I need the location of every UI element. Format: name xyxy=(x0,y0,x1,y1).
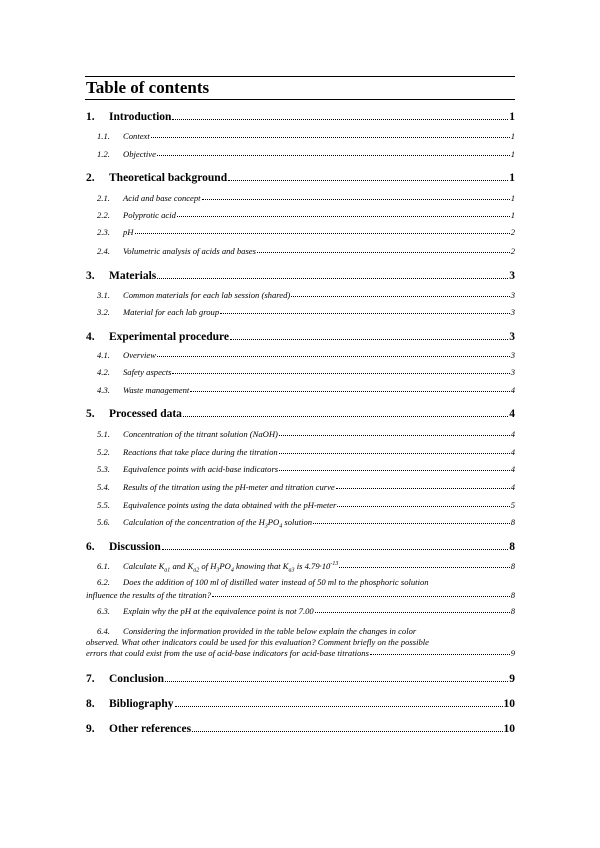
page-number: 8 xyxy=(510,517,515,527)
page-number: 9 xyxy=(510,648,515,658)
dot-leader xyxy=(336,488,510,489)
item-number: 2.1. xyxy=(97,193,110,203)
dot-leader xyxy=(370,654,510,655)
item-title: Equivalence points using the data obtained with the pH-meter xyxy=(123,500,337,510)
dot-leader xyxy=(337,506,509,507)
page-number: 1 xyxy=(510,149,515,159)
toc-item-6-1[interactable] xyxy=(86,561,515,574)
section-number: 3. xyxy=(86,270,95,282)
item-title: Equivalence points with acid-base indicators xyxy=(123,464,279,474)
dot-leader xyxy=(279,470,510,471)
section-title: Theoretical background xyxy=(109,172,228,184)
item-title: Concentration of the titrant solution (NaOH) xyxy=(123,429,278,439)
dot-leader xyxy=(339,567,509,568)
item-number: 3.2. xyxy=(97,307,110,317)
toc-section-2[interactable] xyxy=(86,172,515,184)
dot-leader xyxy=(230,339,508,340)
dot-leader xyxy=(279,435,510,436)
item-title: Calculation of the concentration of the $H_3PO_4$ solution xyxy=(123,517,313,530)
dot-leader xyxy=(291,296,509,297)
page-number: 8 xyxy=(510,561,515,571)
toc-item-6-3[interactable] xyxy=(86,606,515,616)
toc-section-1[interactable] xyxy=(86,111,515,123)
section-title: Materials xyxy=(109,270,157,282)
page-number: 8 xyxy=(509,541,515,553)
toc-item-2-2[interactable] xyxy=(86,210,515,220)
dot-leader xyxy=(175,706,503,707)
page-number: 4 xyxy=(510,385,515,395)
page-number: 1 xyxy=(509,111,515,123)
dot-leader xyxy=(190,391,509,392)
toc-item-2-1[interactable] xyxy=(86,193,515,203)
page-number: 9 xyxy=(509,673,515,685)
dot-leader xyxy=(135,233,510,234)
item-title-line2: influence the results of the titration? xyxy=(86,590,211,600)
toc-item-2-4[interactable] xyxy=(86,246,515,256)
dot-leader xyxy=(183,416,508,417)
section-title: Conclusion xyxy=(109,673,164,685)
item-number: 6.1. xyxy=(97,561,110,571)
toc-section-6[interactable] xyxy=(86,541,515,553)
item-title-line1: Does the addition of 100 ml of distilled water instead of 50 ml to the phosphoric solution xyxy=(123,577,429,587)
item-number: 1.2. xyxy=(97,149,110,159)
page-number: 3 xyxy=(509,270,515,282)
toc-item-4-2[interactable] xyxy=(86,367,515,377)
dot-leader xyxy=(177,216,510,217)
toc-section-5[interactable] xyxy=(86,408,515,420)
page-title: Table of contents xyxy=(86,78,210,97)
toc-section-7[interactable] xyxy=(86,673,515,685)
page-number: 4 xyxy=(510,429,515,439)
dot-leader xyxy=(192,731,502,732)
toc-item-3-1[interactable] xyxy=(86,290,515,300)
page-number: 2 xyxy=(510,227,515,237)
item-title-line1: Considering the information provided in the table below explain the changes in color xyxy=(123,626,417,636)
toc-item-5-5[interactable] xyxy=(86,500,515,510)
title-bottom-rule xyxy=(85,99,515,100)
item-title: Calculate $K_{a1}$ and $K_{a2}$ of $H_3PO_4$ knowing that $K_{a3}$ is $4.79\cdot 10^{-13}$ xyxy=(123,561,339,574)
item-title-line3: errors that could exist from the use of acid-base indicators for acid-base titrations xyxy=(86,648,369,658)
dot-leader xyxy=(165,681,508,682)
item-title: Acid and base concept xyxy=(123,193,201,203)
section-number: 8. xyxy=(86,698,95,710)
toc-section-4[interactable] xyxy=(86,331,515,343)
dot-leader xyxy=(202,199,510,200)
item-title: Waste management xyxy=(123,385,190,395)
toc-section-8[interactable] xyxy=(86,698,515,710)
dot-leader xyxy=(172,119,508,120)
item-number: 2.4. xyxy=(97,246,110,256)
item-number: 5.4. xyxy=(97,482,110,492)
page-number: 3 xyxy=(510,367,515,377)
section-title: Discussion xyxy=(109,541,161,553)
item-title: Safety aspects xyxy=(123,367,172,377)
section-number: 4. xyxy=(86,331,95,343)
page-number: 4 xyxy=(510,447,515,457)
toc-item-5-3[interactable] xyxy=(86,464,515,474)
item-title: Explain why the pH at the equivalence point is not 7.00 xyxy=(123,606,314,616)
item-number: 1.1. xyxy=(97,131,110,141)
item-number: 5.5. xyxy=(97,500,110,510)
title-top-rule xyxy=(85,76,515,77)
item-number: 5.2. xyxy=(97,447,110,457)
item-title-line2: observed. What other indicators could be used for this evaluation? Comment briefly on the possible xyxy=(86,637,429,647)
toc-item-4-3[interactable] xyxy=(86,385,515,395)
toc-item-6-2[interactable] xyxy=(86,577,515,600)
dot-leader xyxy=(162,549,508,550)
dot-leader xyxy=(279,453,510,454)
item-title: pH xyxy=(123,227,134,237)
item-number: 5.1. xyxy=(97,429,110,439)
section-title: Bibliography xyxy=(109,698,174,710)
item-title: Material for each lab group xyxy=(123,307,220,317)
page-number: 4 xyxy=(510,482,515,492)
page-number: 1 xyxy=(510,210,515,220)
toc-item-1-2[interactable] xyxy=(86,149,515,159)
item-number: 6.3. xyxy=(97,606,110,616)
page-number: 10 xyxy=(503,698,515,710)
toc-item-3-2[interactable] xyxy=(86,307,515,317)
page-number: 8 xyxy=(510,606,515,616)
toc-item-5-6[interactable] xyxy=(86,517,515,530)
page-number: 2 xyxy=(510,246,515,256)
item-number: 4.2. xyxy=(97,367,110,377)
page-number: 1 xyxy=(509,172,515,184)
page-number: 4 xyxy=(510,464,515,474)
item-number: 5.3. xyxy=(97,464,110,474)
toc-item-6-4[interactable] xyxy=(86,626,515,658)
dot-leader xyxy=(157,155,510,156)
item-title: Volumetric analysis of acids and bases xyxy=(123,246,256,256)
section-number: 6. xyxy=(86,541,95,553)
dot-leader xyxy=(313,523,510,524)
page-number: 1 xyxy=(510,131,515,141)
item-number: 2.3. xyxy=(97,227,110,237)
item-title: Results of the titration using the pH-meter and titration curve xyxy=(123,482,335,492)
page-number: 4 xyxy=(509,408,515,420)
page-number: 3 xyxy=(510,290,515,300)
page-number: 3 xyxy=(510,350,515,360)
toc-item-5-2[interactable] xyxy=(86,447,515,457)
item-number: 3.1. xyxy=(97,290,110,300)
page-number: 8 xyxy=(510,590,515,600)
dot-leader xyxy=(257,252,510,253)
toc-section-3[interactable] xyxy=(86,270,515,282)
toc-item-2-3[interactable] xyxy=(86,227,515,237)
item-number: 2.2. xyxy=(97,210,110,220)
item-title: Reactions that take place during the titration xyxy=(123,447,278,457)
page-number: 1 xyxy=(510,193,515,203)
toc-item-5-4[interactable] xyxy=(86,482,515,492)
dot-leader xyxy=(315,612,510,613)
toc-item-5-1[interactable] xyxy=(86,429,515,439)
section-number: 9. xyxy=(86,723,95,735)
item-title: Overview xyxy=(123,350,156,360)
item-title: Objective xyxy=(123,149,156,159)
item-title: Common materials for each lab session (shared) xyxy=(123,290,291,300)
dot-leader xyxy=(228,180,508,181)
section-title: Processed data xyxy=(109,408,182,420)
dot-leader xyxy=(220,313,510,314)
page-number: 5 xyxy=(510,500,515,510)
page-number: 10 xyxy=(503,723,515,735)
dot-leader xyxy=(151,137,510,138)
page-number: 3 xyxy=(509,331,515,343)
page-number: 3 xyxy=(510,307,515,317)
item-number: 6.4. xyxy=(97,626,110,636)
dot-leader xyxy=(172,373,509,374)
item-title: Polyprotic acid xyxy=(123,210,176,220)
dot-leader xyxy=(212,596,510,597)
toc-section-9[interactable] xyxy=(86,723,515,735)
section-number: 5. xyxy=(86,408,95,420)
section-title: Other references xyxy=(109,723,192,735)
section-number: 1. xyxy=(86,111,95,123)
item-title: Context xyxy=(123,131,150,141)
dot-leader xyxy=(157,278,508,279)
section-title: Experimental procedure xyxy=(109,331,229,343)
toc-item-4-1[interactable] xyxy=(86,350,515,360)
section-number: 2. xyxy=(86,172,95,184)
dot-leader xyxy=(157,356,510,357)
section-title: Introduction xyxy=(109,111,172,123)
item-number: 4.3. xyxy=(97,385,110,395)
section-number: 7. xyxy=(86,673,95,685)
item-number: 6.2. xyxy=(97,577,110,587)
item-number: 5.6. xyxy=(97,517,110,527)
toc-item-1-1[interactable] xyxy=(86,131,515,141)
item-number: 4.1. xyxy=(97,350,110,360)
